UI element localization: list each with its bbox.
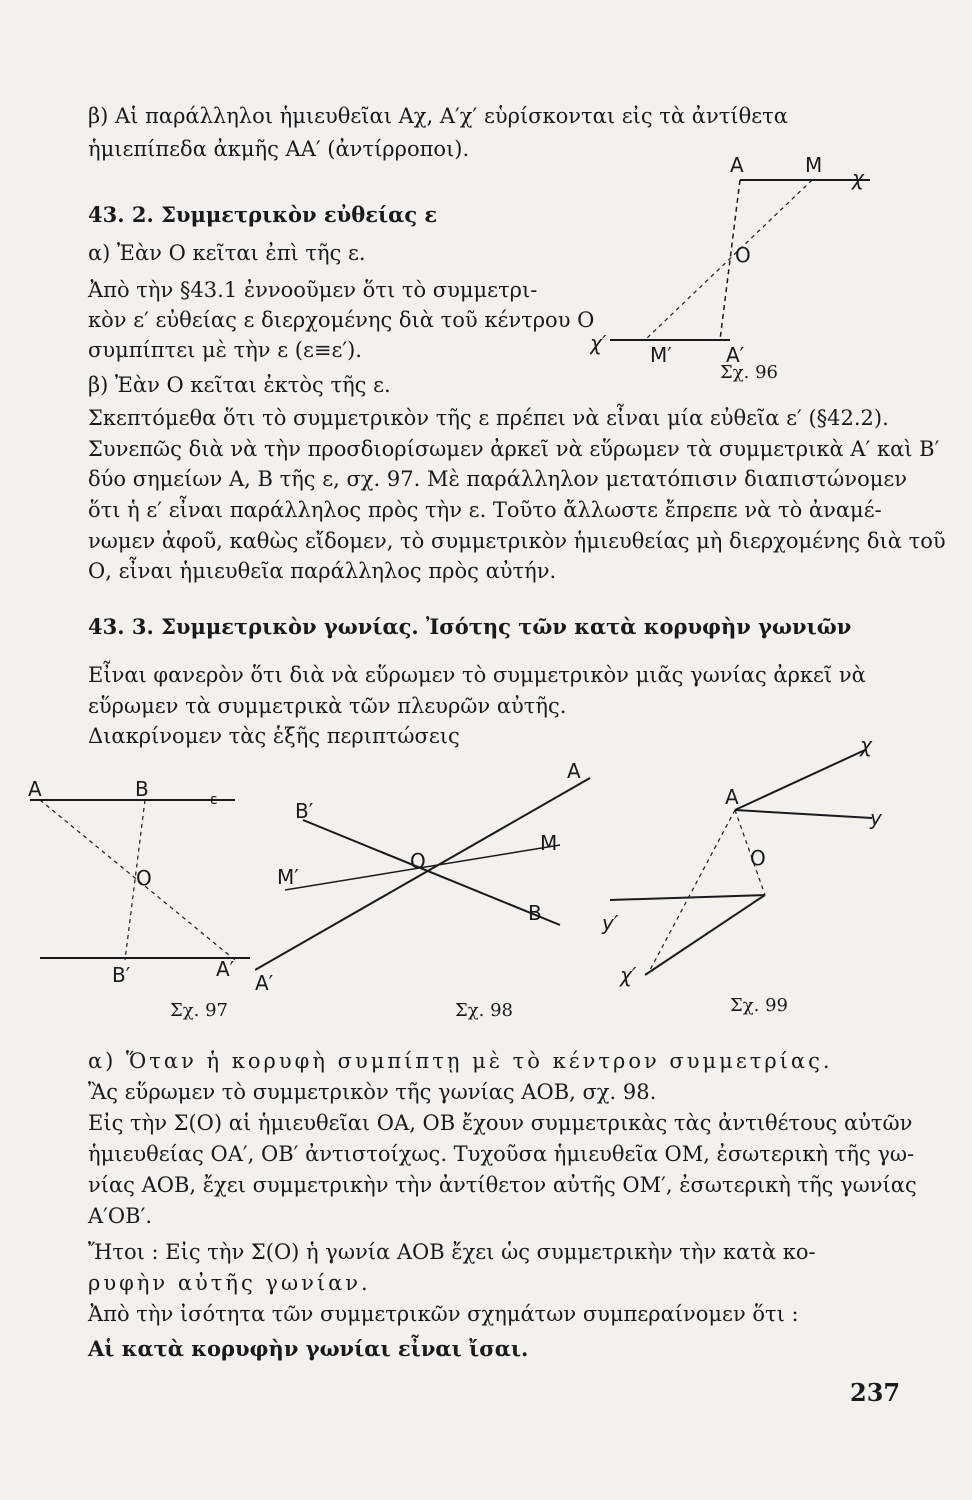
body-line-4: ὅτι ἡ ε′ εἶναι παράλληλος πρὸς τὴν ε. Τοῦτο ἄλλωστε ἔπρεπε νὰ τὸ ἀναμέ-: [88, 498, 882, 522]
text-a2: κὸν ε′ εὐθείας ε διερχομένης διὰ τοῦ κέντρου Ο: [88, 308, 595, 332]
body-line-1: Σκεπτόμεθα ὅτι τὸ συμμετρικὸν τῆς ε πρέπει νὰ εἶναι μία εὐθεῖα ε′ (§42.2).: [88, 406, 889, 430]
label-B: Β: [135, 777, 149, 801]
conclusion-line: Ἀπὸ τὴν ἰσότητα τῶν συμμετρικῶν σχημάτων συμπεραίνομεν ὅτι :: [88, 1302, 799, 1326]
body-line-2: Συνεπῶς διὰ νὰ τὴν προσδιορίσωμεν ἀρκεῖ νὰ εὕρωμεν τὰ συμμετρικὰ Α′ καὶ Β′: [88, 437, 940, 461]
label-A: Α: [725, 785, 739, 809]
case-alpha-line-5: Α′ΟΒ′.: [88, 1204, 153, 1228]
label-O: Ο: [410, 849, 426, 873]
label-M-prime: Μ′: [650, 343, 672, 367]
case-b-label: β) Ἐὰν Ο κεῖται ἐκτὸς τῆς ε.: [88, 373, 391, 397]
para-beta-line2: ἡμιεπίπεδα ἀκμῆς ΑΑ′ (ἀντίρροποι).: [88, 137, 470, 161]
body-line-5: νωμεν ἀφοῦ, καθὼς εἴδομεν, τὸ συμμετρικὸν ἡμιευθείας μὴ διερχομένης διὰ τοῦ: [88, 529, 946, 553]
para-beta-line1: β) Αἱ παράλληλοι ἡμιευθεῖαι Αχ, Α′χ′ εὑρίσκονται εἰς τὰ ἀντίθετα: [88, 104, 788, 128]
ray-a-prime-x-prime: [645, 895, 765, 975]
label-M: Μ: [805, 153, 823, 177]
case-alpha-line-1: Ἂς εὕρωμεν τὸ συμμετρικὸν τῆς γωνίας ΑΟΒ, σχ. 98.: [88, 1080, 657, 1104]
case-alpha-line-2: Εἰς τὴν Σ(Ο) αἱ ἡμιευθεῖαι ΟΑ, ΟΒ ἔχουν συμμετρικὰς τὰς ἀντιθέτους αὐτῶν: [88, 1111, 913, 1135]
caption-fig96: Σχ. 96: [720, 362, 778, 383]
etoi-line-2: ρυφὴν αὐτῆς γωνίαν.: [88, 1271, 371, 1295]
label-A-prime: Α′: [726, 343, 745, 367]
ray-OB-line: [303, 820, 560, 925]
intro-line-2: εὕρωμεν τὰ συμμετρικὰ τῶν πλευρῶν αὐτῆς.: [88, 694, 567, 718]
label-x: χ: [852, 166, 864, 190]
label-x: χ: [860, 733, 872, 757]
segment-mm-prime: [645, 180, 812, 340]
section-43-3-heading: 43. 3. Συμμετρικὸν γωνίας. Ἰσότης τῶν κατὰ κορυφὴν γωνιῶν: [88, 614, 852, 639]
label-A: Α: [730, 153, 744, 177]
etoi-line-1: Ἤτοι : Εἰς τὴν Σ(Ο) ἡ γωνία ΑΟΒ ἔχει ὡς συμμετρικὴν τὴν κατὰ κο-: [88, 1240, 816, 1264]
label-x-prime: χ′: [590, 331, 607, 355]
label-A: Α: [567, 759, 581, 783]
figure-99: [590, 730, 890, 990]
case-alpha-line-3: ἡμιευθείας ΟΑ′, ΟΒ′ ἀντιστοίχως. Τυχοῦσα ἡμιευθεῖα ΟΜ, ἐσωτερικὴ τῆς γω-: [88, 1142, 915, 1166]
case-alpha-heading: α) Ὅταν ἡ κορυφὴ συμπίπτῃ μὲ τὸ κέντρον συμμετρίας.: [88, 1049, 833, 1073]
label-e: ε: [210, 792, 218, 808]
label-A: Α: [28, 777, 42, 801]
intro-line-3: Διακρίνομεν τὰς ἑξῆς περιπτώσεις: [88, 724, 460, 748]
ray-ax-dashed: [650, 810, 735, 970]
body-line-3: δύο σημείων Α, Β τῆς ε, σχ. 97. Μὲ παράλληλον μετατόπισιν διαπιστώνομεν: [88, 467, 907, 491]
ray-ax: [735, 750, 865, 810]
label-B-prime: Β′: [112, 963, 131, 987]
case-alpha-line-4: νίας ΑΟΒ, ἔχει συμμετρικὴν τὴν ἀντίθετον αὐτῆς ΟΜ′, ἐσωτερικὴ τῆς γωνίας: [88, 1173, 917, 1197]
figure-97: [20, 770, 250, 990]
case-a-label: α) Ἐὰν Ο κεῖται ἐπὶ τῆς ε.: [88, 241, 366, 265]
label-x-prime: χ′: [620, 963, 637, 987]
label-M-prime: Μ′: [277, 865, 299, 889]
label-O: Ο: [136, 866, 152, 890]
caption-fig99: Σχ. 99: [730, 995, 788, 1016]
label-O: Ο: [750, 846, 766, 870]
caption-fig98: Σχ. 98: [455, 1000, 513, 1021]
section-43-2-heading: 43. 2. Συμμετρικὸν εὐθείας ε: [88, 202, 438, 227]
text-a3: συμπίπτει μὲ τὴν ε (ε≡ε′).: [88, 338, 362, 362]
intro-line-1: Εἶναι φανερὸν ὅτι διὰ νὰ εὕρωμεν τὸ συμμετρικὸν μιᾶς γωνίας ἀρκεῖ νὰ: [88, 663, 866, 687]
figure-96: [590, 150, 890, 390]
ray-a-prime-y-prime: [610, 895, 765, 900]
label-y-prime: y′: [602, 911, 619, 935]
label-y: y: [870, 806, 882, 830]
text-a1: Ἀπὸ τὴν §43.1 ἐννοοῦμεν ὅτι τὸ συμμετρι-: [88, 278, 538, 302]
label-A-prime: Α′: [255, 971, 274, 995]
ray-ay: [735, 810, 872, 818]
label-B: Β: [528, 901, 542, 925]
label-M: Μ: [540, 831, 558, 855]
label-O: Ο: [735, 243, 751, 267]
page-number: 237: [850, 1378, 901, 1407]
caption-fig97: Σχ. 97: [170, 1000, 228, 1021]
theorem-line: Αἱ κατὰ κορυφὴν γωνίαι εἶναι ἴσαι.: [88, 1336, 529, 1361]
label-B-prime: Β′: [295, 799, 314, 823]
label-A-prime: Α′: [216, 957, 235, 981]
body-line-6: Ο, εἶναι ἡμιευθεῖα παράλληλος πρὸς αὐτήν.: [88, 559, 557, 583]
figure-98: [255, 750, 605, 1000]
